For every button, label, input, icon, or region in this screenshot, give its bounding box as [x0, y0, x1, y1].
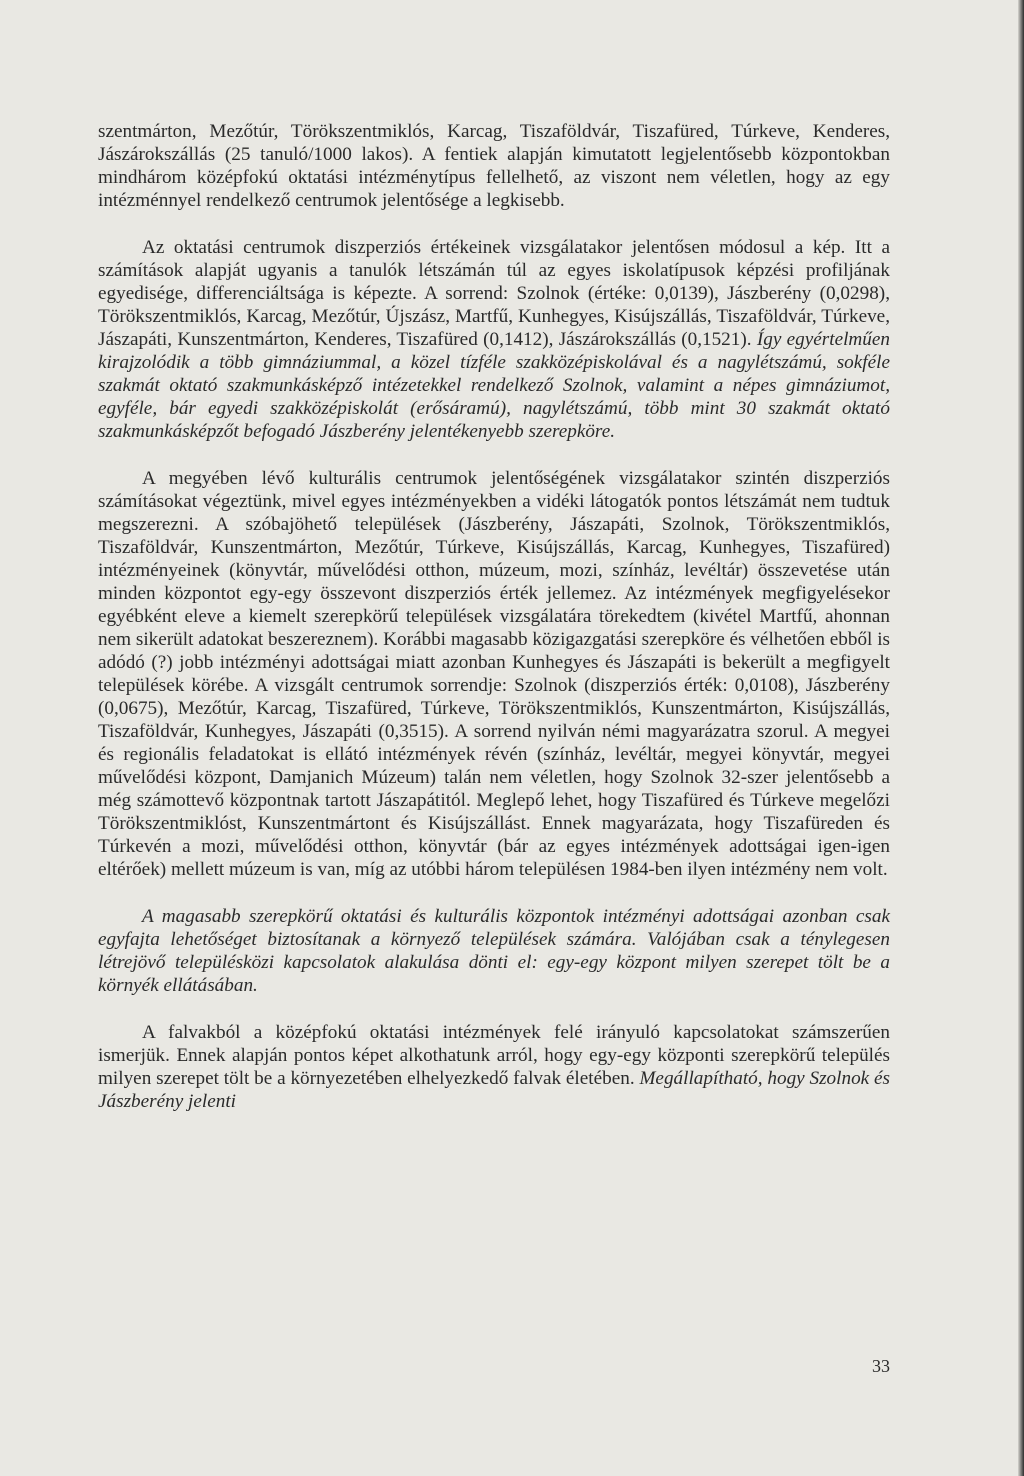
paragraph-5	[98, 1021, 890, 1113]
paragraph-2	[98, 236, 890, 443]
paragraph-3-run-1: A megyében lévő kulturális centrumok jelentőségének vizsgálatakor szintén diszperziós számításokat végeztünk, mivel egyes intézményekben a vidéki látogatók pontos létszámát nem tudtuk megszerezni. A szóbajöhető települések (Jászberény, Jászapáti, Szolnok, Törökszentmiklós, Tiszaföldvár, Kunszentmárton, Mezőtúr, Túrkeve, Kisújszállás, Karcag, Kunhegyes, Tiszafüred) intézményeinek (könyvtár, művelődési otthon, múzeum, mozi, színház, levéltár) összevetése után minden központot egy-egy összevont diszperziós érték jellemez. Az intézmények megfigyelésekor egyébként eleve a kiemelt szerepkörű települések vizsgálatára törekedtem (kivétel Martfű, ahonnan nem sikerült adatokat beszereznem). Korábbi magasabb közigazgatási szerepköre és vélhetően ebből is adódó (?) jobb intézményi adottságai miatt azonban Kunhegyes és Jászapáti is bekerült a megfigyelt települések körébe. A vizsgált centrumok sorrendje: Szolnok (diszperziós érték: 0,0108), Jászberény (0,0675), Mezőtúr, Karcag, Tiszafüred, Túrkeve, Törökszentmiklós, Kunszentmárton, Kisújszállás, Tiszaföldvár, Kunhegyes, Jászapáti (0,3515). A sorrend nyilván némi magyarázatra szorul. A megyei és regionális feladatokat is ellátó intézmények révén (színház, levéltár, megyei könyvtár, megyei művelődési központ, Damjanich Múzeum) talán nem véletlen, hogy Szolnok 32-szer jelentősebb a még számottevő központnak tartott Jászapátitól. Meglepő lehet, hogy Tiszafüred és Túrkeve megelőzi Törökszentmiklóst, Kunszentmártont és Kisújszállást. Ennek magyarázata, hogy Tiszafüreden és Túrkevén a mozi, művelődési otthon, könyvtár (bár az egyes intézmények adottságai igen-igen eltérőek) mellett múzeum is van, míg az utóbbi három településen 1984-ben ilyen intézmény nem volt.	[98, 468, 890, 880]
paragraph-3	[98, 467, 890, 881]
paragraph-1-run-1: szentmárton, Mezőtúr, Törökszentmiklós, Karcag, Tiszaföldvár, Tiszafüred, Túrkeve, Kenderes, Jászárokszállás (25 tanuló/1000 lakos). A fentiek alapján kimutatott legjelentősebb központokban mindhárom középfokú oktatási intézménytípus fellelhető, az viszont nem véletlen, hogy az egy intézménnyel rendelkező centrumok jelentősége a legkisebb.	[98, 121, 890, 211]
paragraph-2-italic-run: Így egyértelműen kirajzolódik a több gimnáziummal, a közel tízféle szakközépiskolával és a nagylétszámú, sokféle szakmát oktató szakmunkásképző intézetekkel rendelkező Szolnok, valamint a népes gimnáziumot, egyféle, bár egyedi szakközépiskolát (erősáramú), nagylétszámú, több mint 30 szakmát oktató szakmunkásképzőt befogadó Jászberény jelentékenyebb szerepköre.	[98, 329, 890, 442]
page-number: 33	[872, 1356, 890, 1376]
paragraph-4	[98, 905, 890, 997]
paragraph-5-run-1: A falvakból a középfokú oktatási intézmények felé irányuló kapcsolatokat számszerűen ismerjük. Ennek alapján pontos képet alkothatunk arról, hogy egy-egy központi szerepkörű település milyen szerepet tölt be a környezetében elhelyezkedő falvak életében.	[98, 1022, 890, 1089]
page-edge-shadow	[1018, 0, 1024, 1476]
paragraph-2-run-1: Az oktatási centrumok diszperziós értékeinek vizsgálatakor jelentősen módosul a kép. Itt a számítások alapját ugyanis a tanulók létszámán túl az egyes iskolatípusok képzési profiljának egyedisége, differenciáltsága is képezte. A sorrend: Szolnok (értéke: 0,0139), Jászberény (0,0298), Törökszentmiklós, Karcag, Mezőtúr, Újszász, Martfű, Kunhegyes, Kisújszállás, Tiszaföldvár, Túrkeve, Jászapáti, Kunszentmárton, Kenderes, Tiszafüred (0,1412), Jászárokszállás (0,1521).	[98, 237, 890, 350]
paragraph-5-italic-run: Megállapítható, hogy Szolnok és Jászberény jelenti	[98, 1068, 890, 1112]
body-text	[98, 120, 890, 1137]
paragraph-1	[98, 120, 890, 212]
paragraph-4-italic-run: A magasabb szerepkörű oktatási és kulturális központok intézményi adottságai azonban csak egyfajta lehetőséget biztosítanak a környező települések számára. Valójában csak a ténylegesen létrejövő településközi kapcsolatok alakulása dönti el: egy-egy központ milyen szerepet tölt be a környék ellátásában.	[98, 906, 890, 996]
